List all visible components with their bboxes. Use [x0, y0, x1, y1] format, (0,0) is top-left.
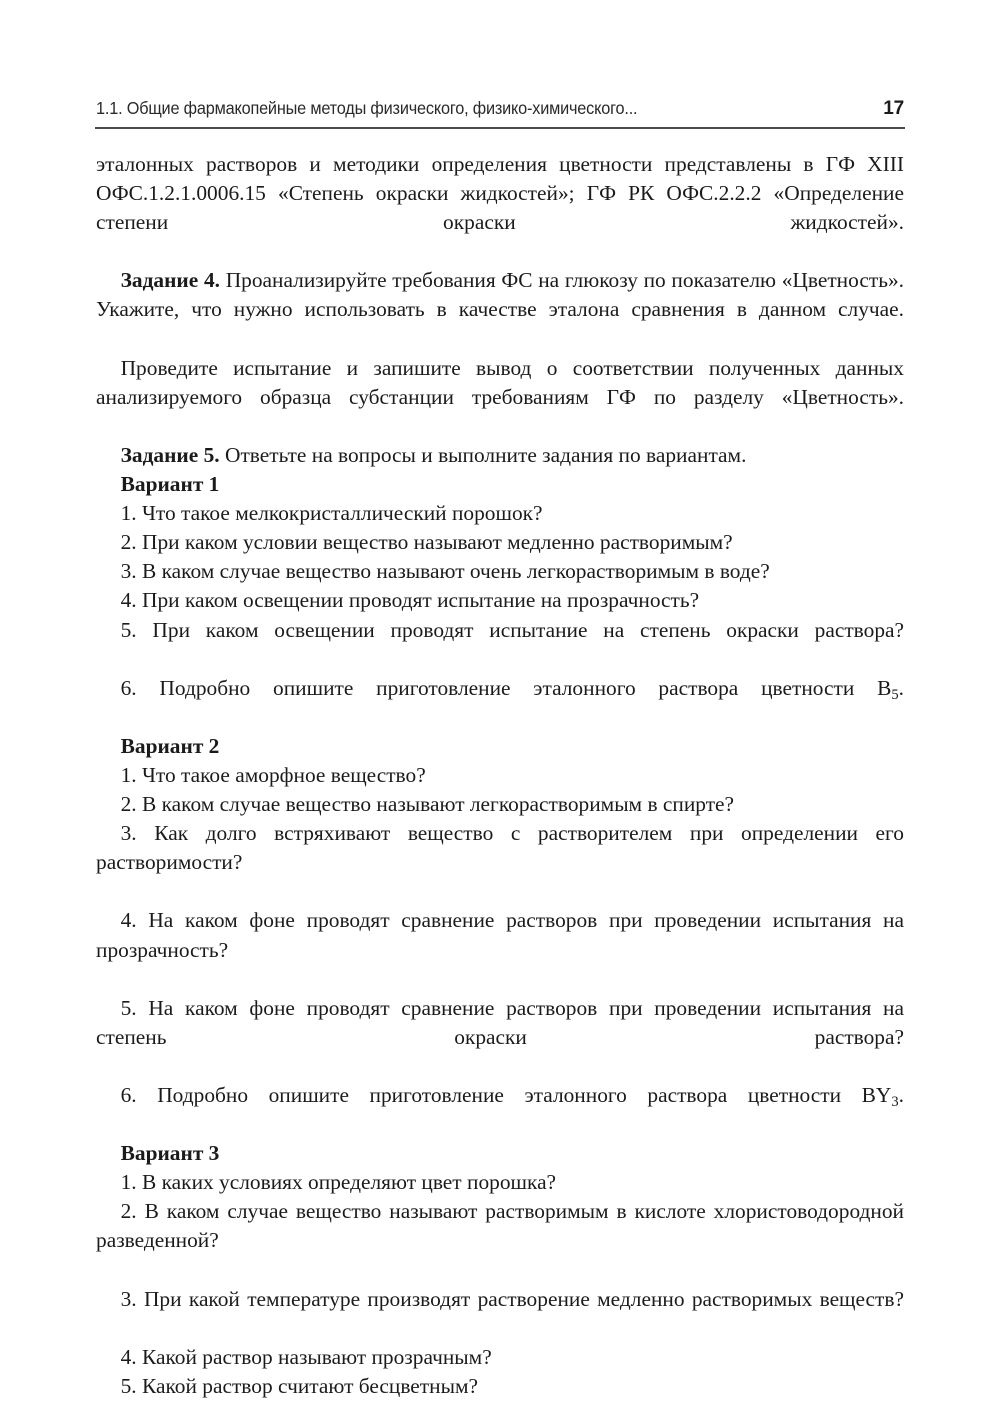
running-head	[96, 98, 904, 120]
variant-2-question-2: 2. В каком случае вещество называют легкорастворимым в спирте?	[120, 792, 735, 817]
variant-3-question-3: 3. При какой температуре производят растворение медленно растворимых веществ?	[120, 1286, 904, 1311]
paragraph-continued: эталонных растворов и методики определения цветности представлены в ГФ XIII ОФС.1.2.1.0006.15 «Степень окраски жидкостей»; ГФ РК ОФС.2.2.2 «Определение степени окраски жидкостей».	[96, 152, 904, 235]
task-5-text: Ответьте на вопросы и выполните задания по вариантам.	[219, 442, 747, 467]
task-4-followup-text: Проведите испытание и запишите вывод о соответствии полученных данных анализируемого образца субстанции требованиям ГФ по разделу «Цветность».	[96, 355, 904, 409]
variant-2-question-4: 4. На каком фоне проводят сравнение растворов при проведении испытания на прозрачность?	[96, 908, 904, 962]
variant-2-heading: Вариант 2	[120, 733, 220, 758]
variant-1-question-3: 3. В каком случае вещество называют очень легкорастворимым в воде?	[120, 559, 770, 584]
variant-1-question-5: 5. При каком освещении проводят испытание на степень окраски раствора?	[120, 617, 904, 642]
variant-3-question-4: 4. Какой раствор называют прозрачным?	[120, 1344, 492, 1369]
variant-1-question-2: 2. При каком условии вещество называют медленно растворимым?	[120, 530, 733, 555]
color-standard-symbol: B	[877, 675, 892, 700]
variant-1-question-4: 4. При каком освещении проводят испытание на прозрачность?	[120, 588, 700, 613]
color-standard-subscript: 3	[891, 1094, 899, 1111]
task-4-followup-paragraph	[96, 354, 904, 441]
task-5-label: Задание 5.	[120, 442, 220, 467]
color-standard-symbol: BY	[861, 1083, 892, 1107]
variant-3-question-1: 1. В каких условиях определяют цвет порошка?	[120, 1170, 557, 1195]
task-4-text: Проанализируйте требования ФС на глюкозу по показателю «Цветность». Укажите, что нужно использовать в качестве эталона сравнения в данном случае.	[96, 268, 904, 322]
task-4-label: Задание 4.	[120, 268, 220, 293]
task-5-paragraph	[96, 441, 904, 470]
task-4-paragraph	[96, 266, 904, 353]
color-standard-subscript: 5	[891, 686, 899, 703]
variant-3-question-5: 5. Какой раствор считают бесцветным?	[120, 1373, 479, 1398]
header-divider	[95, 127, 905, 129]
variant-3-question-2: 2. В каком случае вещество называют растворимым в кислоте хлористоводородной разведенной?	[96, 1199, 904, 1253]
variant-2-question-5: 5. На каком фоне проводят сравнение растворов при проведении испытания на степень окраски раствора?	[96, 995, 904, 1049]
body-text	[96, 150, 904, 1401]
variant-2-question-6: 6. Подробно опишите приготовление эталонного раствора цветности $BY_3$.	[120, 1083, 904, 1111]
page-number: 17	[883, 98, 904, 119]
variant-1-question-1: 1. Что такое мелкокристаллический порошок?	[120, 501, 543, 526]
running-head-title: 1.1. Общие фармакопейные методы физического, физико-химического...	[96, 98, 638, 118]
variant-3-heading: Вариант 3	[120, 1141, 220, 1166]
variant-1-heading: Вариант 1	[120, 472, 220, 497]
variant-2-question-1: 1. Что такое аморфное вещество?	[120, 762, 426, 787]
variant-2-question-3: 3. Как долго встряхивают вещество с растворителем при определении его растворимости?	[96, 821, 904, 875]
variant-1-question-6: 6. Подробно опишите приготовление эталонного раствора цветности $B_5$.	[120, 675, 904, 703]
